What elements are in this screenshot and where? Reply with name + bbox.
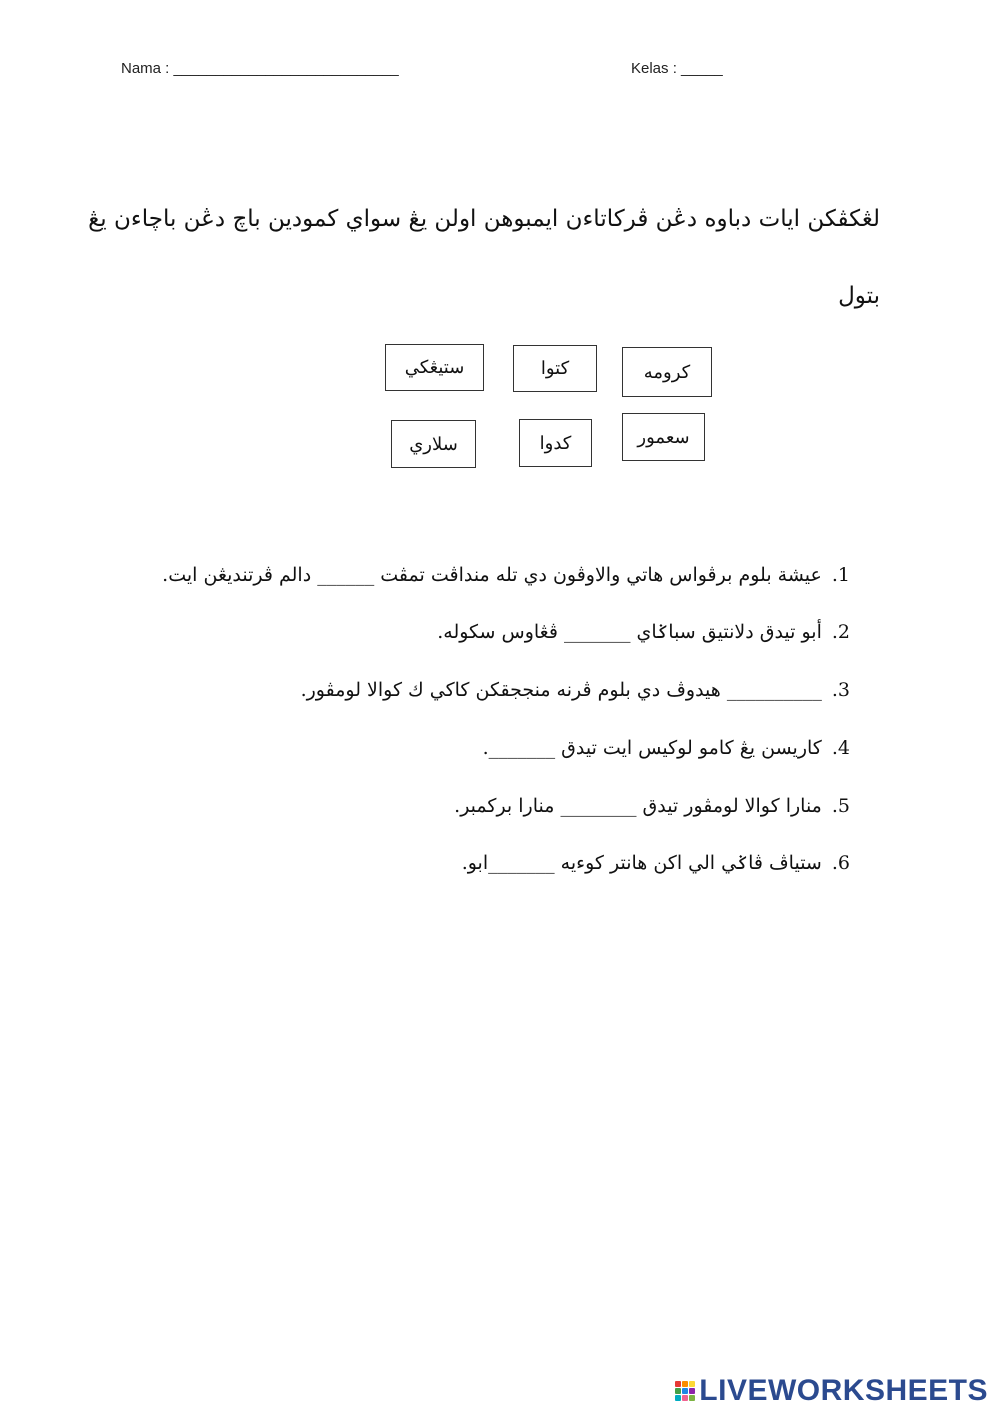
question-1 [162,564,850,586]
question-4 [483,737,850,759]
question-5 [454,795,850,817]
word-box-6: سلاري [391,420,476,468]
question-number: 5. [831,795,850,817]
liveworksheets-logo [675,1374,988,1408]
logo-grid-cell [675,1395,681,1401]
name-field-label: Nama : ___________________________ [121,60,399,77]
question-text: منارا كوالا لومڤور تيدق ________ منارا بركمبر. [454,795,822,817]
word-box-1: كرومه [622,347,712,397]
word-box-3: ستيڠكي [385,344,484,391]
word-box-4: سعمور [622,413,705,461]
logo-grid-icon [675,1381,695,1401]
question-6 [462,852,850,874]
instruction-line-2: بتول [838,283,880,309]
question-text: __________ هيدوڤ دي بلوم ڤرنه منججقكن كاكي ك كوالا لومڤور. [300,679,822,701]
question-3 [301,679,850,701]
question-text: أبو تيدق دلانتيق سباݢاي _______ ڤڠاوس سكوله. [437,621,822,643]
logo-grid-cell [682,1395,688,1401]
logo-grid-cell [675,1381,681,1387]
word-box-5: كدوا [519,419,592,467]
question-number: 4. [831,737,850,759]
question-number: 1. [831,564,850,586]
question-2 [437,621,850,643]
question-number: 6. [831,852,850,874]
question-text: كاريسن يڠ كامو لوكيس ايت تيدق _______. [482,737,822,759]
class-field-label: Kelas : _____ [631,60,723,77]
logo-grid-cell [682,1381,688,1387]
logo-grid-cell [689,1381,695,1387]
logo-text: LIVEWORKSHEETS [699,1374,988,1407]
logo-grid-cell [675,1388,681,1394]
question-text: عيشة بلوم برڤواس هاتي والاوڤون دي تله منداڤت تمڤت ______ دالم ڤرتنديڠن ايت. [162,564,822,586]
logo-grid-cell [689,1388,695,1394]
instruction-line-1: لڠكڤكن ايات دباوه دڠن ڤركاتاءن ايمبوهن اولن يڠ سواي كمودين باچ دڠن باچاءن يڠ [88,206,880,232]
logo-grid-cell [689,1395,695,1401]
question-number: 2. [831,621,850,643]
logo-grid-cell [682,1388,688,1394]
question-number: 3. [831,679,850,701]
question-text: ستياڤ ڤاݢي الي اكن هانتر كوءيه _______ابو. [461,852,822,874]
word-box-2: كتوا [513,345,597,392]
